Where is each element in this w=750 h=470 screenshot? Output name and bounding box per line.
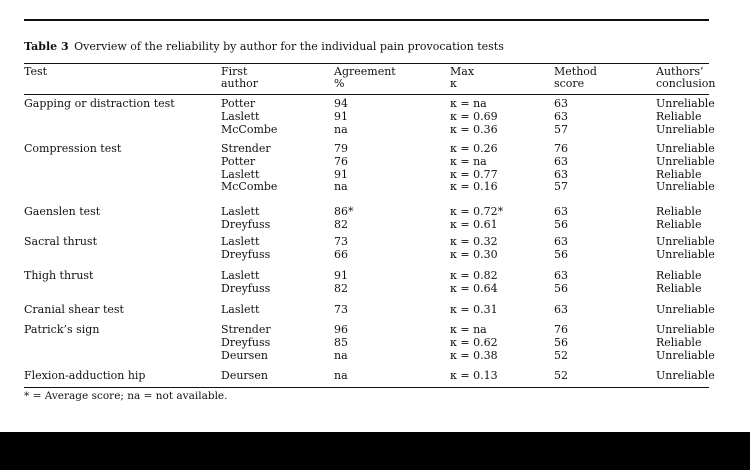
cell-agreement: na [334,122,348,136]
test-name: Flexion-adduction hip [24,369,146,382]
cell-authors-conclusion: Unreliable [656,369,715,382]
cell-method-score: 56 [554,217,568,231]
table-caption-text: Overview of the reliability by author for the individual pain provocation tests [74,40,504,53]
cell-first-author: Laslett [221,235,260,248]
cell-method-score: 63 [554,303,568,316]
table-row [0,283,750,296]
test-group [0,304,750,317]
cell-first-author: Laslett [221,269,260,282]
test-group [0,236,750,262]
test-group [0,370,750,383]
cell-first-author: McCombe [221,122,278,136]
cell-authors-conclusion: Reliable [656,217,702,231]
cell-method-score: 57 [554,122,568,136]
table-row [0,206,750,219]
cell-authors-conclusion: Unreliable [656,122,715,136]
cell-agreement: 82 [334,217,348,231]
cell-method-score: 56 [554,247,568,261]
cell-first-author: Laslett [221,167,260,181]
table-row [0,350,750,363]
cell-first-author: Deursen [221,348,268,362]
test-name: Gapping or distraction test [24,97,175,110]
cell-max-kappa: κ = 0.16 [450,180,498,194]
cell-agreement: 66 [334,247,348,261]
cell-first-author: Dreyfuss [221,335,271,349]
header-authors-conclusion: Authors’ conclusion [656,65,716,90]
cell-authors-conclusion: Unreliable [656,247,715,261]
table-label: Table 3 [24,40,69,53]
cell-authors-conclusion: Reliable [656,109,702,123]
cell-max-kappa: κ = 0.38 [450,348,498,362]
cell-first-author: Potter [221,97,256,110]
table-row [0,111,750,124]
cell-authors-conclusion: Reliable [656,281,702,295]
cell-max-kappa: κ = 0.69 [450,109,498,123]
table-row [0,304,750,317]
table-row [0,337,750,350]
cell-authors-conclusion: Reliable [656,167,702,181]
cell-max-kappa: κ = na [450,323,487,336]
cell-authors-conclusion: Unreliable [656,180,715,194]
cell-authors-conclusion: Reliable [656,335,702,349]
cell-agreement: 94 [334,97,348,110]
table-row [0,249,750,262]
bottom-rule [24,387,709,388]
test-name: Thigh thrust [24,269,94,282]
table-header [0,66,750,92]
cell-agreement: 86* [334,205,354,218]
header-top-rule [24,63,709,64]
cell-max-kappa: κ = 0.62 [450,335,498,349]
cell-agreement: na [334,180,348,194]
table-caption [24,41,504,53]
test-name: Gaenslen test [24,205,101,218]
cell-max-kappa: κ = 0.31 [450,303,498,316]
test-name: Patrick’s sign [24,323,100,336]
cell-method-score: 63 [554,109,568,123]
test-name: Cranial shear test [24,303,124,316]
cell-first-author: Laslett [221,109,260,123]
header-agreement: Agreement % [334,65,396,90]
header-bottom-rule [24,94,709,95]
table-row [0,219,750,232]
cell-method-score: 63 [554,269,568,282]
cell-authors-conclusion: Unreliable [656,154,715,168]
cell-authors-conclusion: Reliable [656,269,702,282]
cell-authors-conclusion: Unreliable [656,97,715,110]
test-name: Compression test [24,142,122,155]
cell-max-kappa: κ = 0.82 [450,269,498,282]
table-row [0,143,750,156]
cell-max-kappa: κ = 0.61 [450,217,498,231]
cell-first-author: Dreyfuss [221,217,271,231]
cell-agreement: 91 [334,269,348,282]
cell-max-kappa: κ = 0.13 [450,369,498,382]
cell-agreement: 91 [334,109,348,123]
table-row [0,98,750,111]
cell-method-score: 56 [554,335,568,349]
header-test: Test [24,65,48,78]
cell-authors-conclusion: Unreliable [656,235,715,248]
table-row [0,124,750,137]
table-row [0,181,750,194]
cell-max-kappa: κ = 0.32 [450,235,498,248]
table-footnote: * = Average score; na = not available. [24,390,228,402]
cell-max-kappa: κ = 0.72* [450,205,504,218]
cell-agreement: 82 [334,281,348,295]
bottom-black-bar [0,432,750,470]
header-method-score: Method score [554,65,597,90]
cell-method-score: 63 [554,167,568,181]
header-first-author: First author [221,65,259,90]
cell-agreement: 85 [334,335,348,349]
cell-method-score: 56 [554,281,568,295]
cell-max-kappa: κ = 0.26 [450,142,498,155]
cell-first-author: Deursen [221,369,268,382]
top-rule [24,19,709,21]
table-row [0,324,750,337]
cell-agreement: 73 [334,235,348,248]
cell-max-kappa: κ = na [450,154,487,168]
cell-max-kappa: κ = 0.77 [450,167,498,181]
cell-agreement: 79 [334,142,348,155]
cell-agreement: na [334,348,348,362]
cell-authors-conclusion: Unreliable [656,303,715,316]
cell-agreement: 96 [334,323,348,336]
table-row [0,270,750,283]
cell-method-score: 63 [554,97,568,110]
table-row [0,156,750,169]
table-row [0,236,750,249]
cell-agreement: 73 [334,303,348,316]
cell-authors-conclusion: Reliable [656,205,702,218]
test-group [0,206,750,232]
cell-method-score: 76 [554,142,568,155]
cell-first-author: Dreyfuss [221,247,271,261]
cell-agreement: 91 [334,167,348,181]
test-group [0,143,750,194]
cell-method-score: 57 [554,180,568,194]
cell-method-score: 76 [554,323,568,336]
cell-first-author: Strender [221,142,271,155]
cell-method-score: 63 [554,154,568,168]
cell-authors-conclusion: Unreliable [656,142,715,155]
cell-max-kappa: κ = na [450,97,487,110]
cell-max-kappa: κ = 0.30 [450,247,498,261]
cell-max-kappa: κ = 0.64 [450,281,498,295]
cell-method-score: 52 [554,348,568,362]
cell-agreement: na [334,369,348,382]
cell-first-author: McCombe [221,180,278,194]
cell-first-author: Strender [221,323,271,336]
table-row [0,370,750,383]
cell-first-author: Potter [221,154,256,168]
cell-method-score: 52 [554,369,568,382]
cell-method-score: 63 [554,235,568,248]
cell-first-author: Dreyfuss [221,281,271,295]
cell-first-author: Laslett [221,303,260,316]
table-row [0,169,750,182]
cell-authors-conclusion: Unreliable [656,348,715,362]
cell-first-author: Laslett [221,205,260,218]
test-name: Sacral thrust [24,235,97,248]
test-group [0,270,750,296]
cell-method-score: 63 [554,205,568,218]
test-group [0,324,750,362]
cell-authors-conclusion: Unreliable [656,323,715,336]
cell-agreement: 76 [334,154,348,168]
table-body [0,98,750,386]
header-max-kappa: Max κ [450,65,475,90]
test-group [0,98,750,136]
cell-max-kappa: κ = 0.36 [450,122,498,136]
